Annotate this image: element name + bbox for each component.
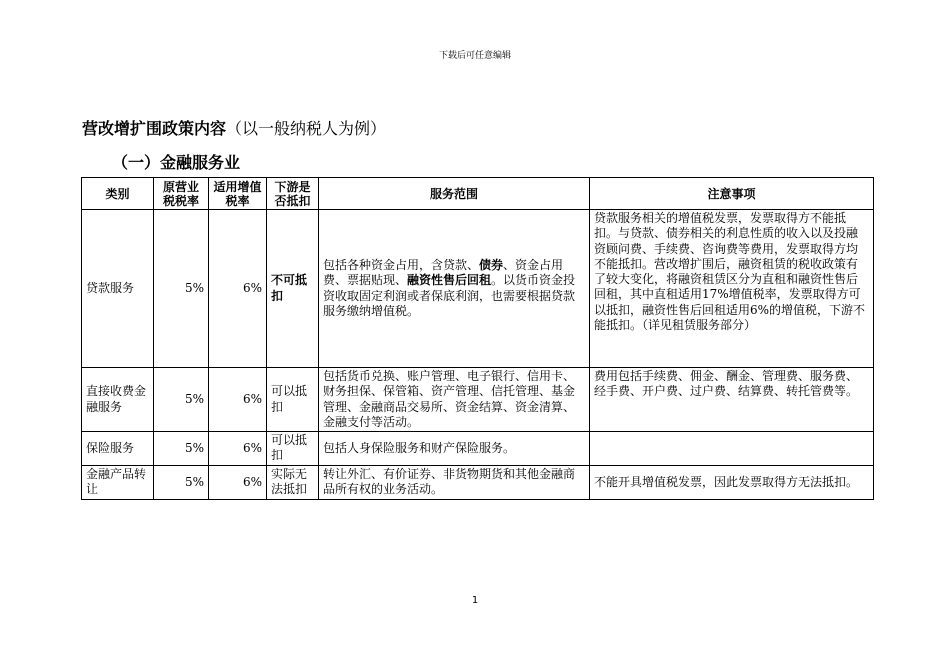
cell-scope: 转让外汇、有价证券、非货物期货和其他金融商品所有权的业务活动。: [319, 465, 590, 499]
cell-notes: 贷款服务相关的增值税发票，发票取得方不能抵扣。与贷款、债券相关的利息性质的收入以及投融资顾问费、手续费、咨询费等费用，发票取得方均不能抵扣。营改增扩围后，融资租赁的税收政策有了较大变化，将融资租赁区分为直租和融资性售后回租，其中直租适用17%增值税率，发票取得方可以抵扣，融资性售后回租适用6%的增值税，下游不能抵扣。（详见租赁服务部分）: [590, 210, 874, 368]
table-header-row: [82, 178, 874, 210]
cell-vat-rate: 6%: [209, 368, 267, 432]
cell-notes: 不能开具增值税发票，因此发票取得方无法抵扣。: [590, 465, 874, 499]
scope-text: 、资金占用费、票据贴现、: [323, 257, 564, 288]
cell-notes: 费用包括手续费、佣金、酬金、管理费、服务费、经手费、开户费、过户费、结算费、转托管费等。: [590, 368, 874, 432]
header-note: 下载后可任意编辑: [438, 51, 511, 61]
table-row: [82, 368, 874, 432]
table-row: [82, 465, 874, 499]
table-row: [82, 210, 874, 368]
document-title-note: （以一般纳税人为例）: [226, 119, 387, 138]
cell-category: 贷款服务: [82, 210, 154, 368]
page-number: 1: [471, 595, 479, 606]
section-title: （一）金融服务业: [112, 153, 241, 172]
cell-old-rate: 5%: [154, 432, 209, 466]
scope-text: 。以货币资金投资收取固定利润或者保底利润，也需要根据贷款服务缴纳增值税。: [323, 273, 576, 318]
scope-emphasis-leaseback: 融资性售后回租: [407, 273, 492, 288]
cell-scope: 包括人身保险服务和财产保险服务。: [319, 432, 590, 466]
document-title-main: 营改增扩围政策内容: [82, 119, 227, 138]
header-scope: 服务范围: [319, 178, 590, 210]
table-row: [82, 432, 874, 466]
cell-vat-rate: 6%: [209, 432, 267, 466]
cell-deductible: 不可抵扣: [267, 210, 319, 368]
header-category: 类别: [82, 178, 154, 210]
cell-vat-rate: 6%: [209, 210, 267, 368]
scope-text: 包括各种资金占用，含贷款、: [323, 257, 480, 272]
cell-notes: [590, 432, 874, 466]
cell-old-rate: 5%: [154, 465, 209, 499]
header-notes: 注意事项: [590, 178, 874, 210]
header-deductible: 下游是否抵扣: [267, 178, 319, 210]
cell-old-rate: 5%: [154, 368, 209, 432]
scope-emphasis-bond: 债券: [479, 257, 504, 272]
cell-category: 金融产品转让: [82, 465, 154, 499]
cell-category: 直接收费金融服务: [82, 368, 154, 432]
cell-old-rate: 5%: [154, 210, 209, 368]
cell-scope: 包括货币兑换、账户管理、电子银行、信用卡、财务担保、保管箱、资产管理、信托管理、基金管理、金融商品交易所、资金结算、资金清算、金融支付等活动。: [319, 368, 590, 432]
cell-vat-rate: 6%: [209, 465, 267, 499]
cell-category: 保险服务: [82, 432, 154, 466]
cell-deductible: 实际无法抵扣: [267, 465, 319, 499]
header-old-rate: 原营业税税率: [154, 178, 209, 210]
cell-deductible: 可以抵扣: [267, 432, 319, 466]
cell-deductible: 可以抵扣: [267, 368, 319, 432]
header-vat-rate: 适用增值税率: [209, 178, 267, 210]
cell-scope: [319, 210, 590, 368]
policy-table: [81, 177, 874, 500]
document-title: [82, 116, 386, 139]
